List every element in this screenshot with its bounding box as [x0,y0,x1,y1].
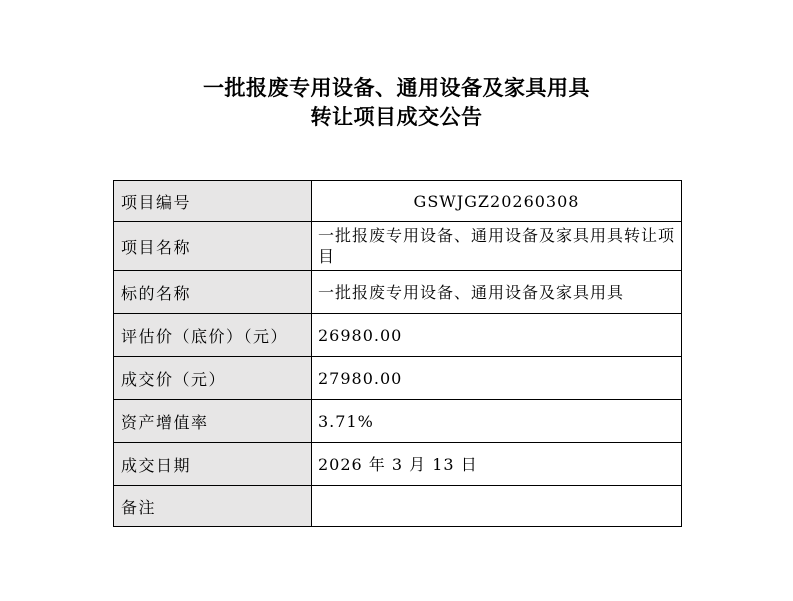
row-value-transaction-price: 27980.00 [312,357,682,400]
row-value-appreciation-rate: 3.71% [312,400,682,443]
row-label-appreciation-rate: 资产增值率 [114,400,312,443]
transaction-info-table [113,180,682,527]
table-row [114,486,682,527]
row-label-subject-name: 标的名称 [114,271,312,314]
row-label-transaction-date: 成交日期 [114,443,312,486]
row-label-project-number: 项目编号 [114,181,312,222]
table-row [114,357,682,400]
row-value-project-name: 一批报废专用设备、通用设备及家具用具转让项目 [312,222,682,271]
announcement-title-line1: 一批报废专用设备、通用设备及家具用具 [203,76,590,100]
row-value-project-number: GSWJGZ20260308 [312,181,682,222]
announcement-title-line2: 转让项目成交公告 [310,105,483,129]
row-label-project-name: 项目名称 [114,222,312,271]
table-row [114,222,682,271]
row-label-appraised-price: 评估价（底价）（元） [114,314,312,357]
table-row [114,400,682,443]
table-row [114,181,682,222]
table-row [114,314,682,357]
row-value-transaction-date: 2026 年 3 月 13 日 [312,443,682,486]
row-label-remarks: 备注 [114,486,312,527]
row-value-remarks [312,486,682,527]
row-label-transaction-price: 成交价（元） [114,357,312,400]
table-row [114,443,682,486]
row-value-appraised-price: 26980.00 [312,314,682,357]
table-row [114,271,682,314]
row-value-subject-name: 一批报废专用设备、通用设备及家具用具 [312,271,682,314]
